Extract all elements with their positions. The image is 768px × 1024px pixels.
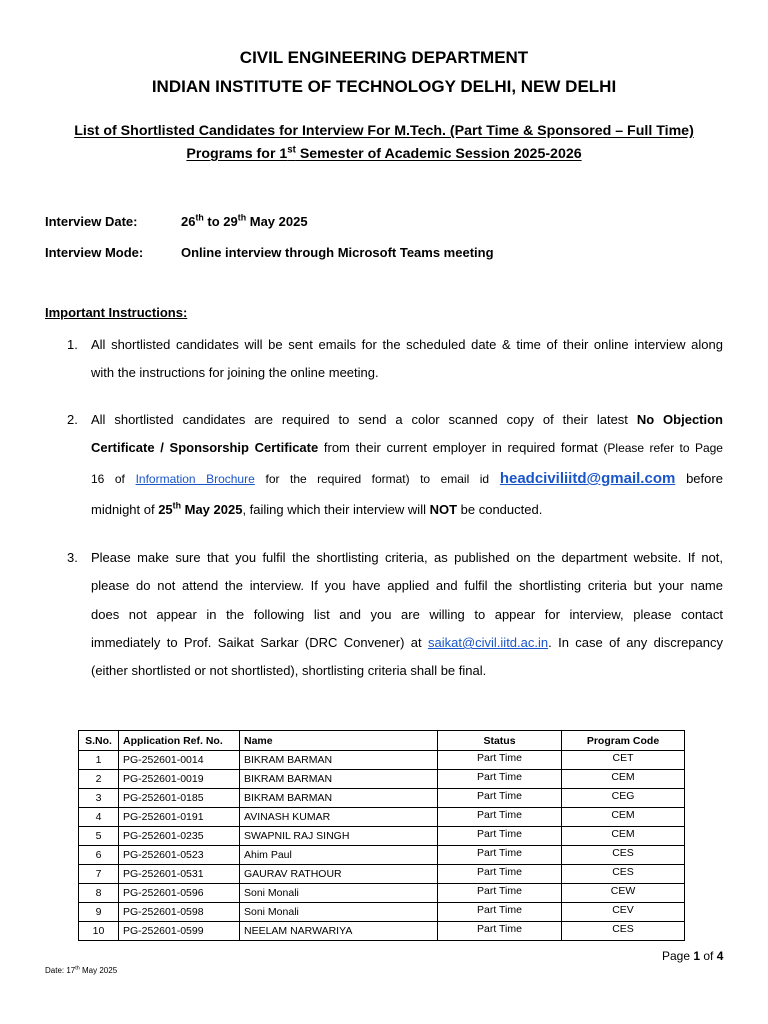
cell-status: Part Time (438, 903, 562, 922)
cell-name: BIKRAM BARMAN (240, 770, 438, 789)
cell-status: Part Time (438, 789, 562, 808)
cell-ref: PG-252601-0523 (119, 846, 240, 865)
page-number: Page 1 of 4 (662, 949, 724, 963)
cell-name: GAURAV RATHOUR (240, 865, 438, 884)
cell-ref: PG-252601-0531 (119, 865, 240, 884)
cell-program: CES (562, 846, 685, 865)
cell-sno: 6 (79, 846, 119, 865)
col-header-ref: Application Ref. No. (119, 731, 240, 751)
cell-program: CES (562, 922, 685, 941)
cell-status: Part Time (438, 922, 562, 941)
interview-mode-value: Online interview through Microsoft Teams meeting (181, 245, 494, 260)
cell-ref: PG-252601-0185 (119, 789, 240, 808)
instruction-2-line4: midnight of 25th May 2025, failing which their interview will NOT be conducted. (91, 500, 543, 517)
cell-sno: 4 (79, 808, 119, 827)
col-header-program: Program Code (562, 731, 685, 751)
table-row (79, 846, 685, 865)
cell-name: BIKRAM BARMAN (240, 751, 438, 770)
instructions-title: Important Instructions: (45, 305, 188, 320)
cell-status: Part Time (438, 751, 562, 770)
col-header-sno: S.No. (79, 731, 119, 751)
information-brochure-link[interactable]: Information Brochure (135, 472, 255, 486)
cell-status: Part Time (438, 770, 562, 789)
cell-ref: PG-252601-0598 (119, 903, 240, 922)
instruction-1-line1: All shortlisted candidates will be sent emails for the scheduled date & time of their online interview along (91, 337, 723, 352)
table-row (79, 922, 685, 941)
cell-name: Soni Monali (240, 903, 438, 922)
table-header-row (79, 731, 685, 751)
instruction-3-line2: please do not attend the interview. If you have applied and fulfil the shortlisting criteria but your name (91, 578, 723, 593)
table-row (79, 884, 685, 903)
cell-status: Part Time (438, 846, 562, 865)
instruction-3-line3: does not appear in the following list and you are willing to appear for interview, please contact (91, 607, 723, 622)
interview-mode-label: Interview Mode: (45, 245, 144, 260)
list-title-line2: Programs for 1st Semester of Academic Session 2025-2026 (186, 144, 582, 162)
instruction-3-line1: Please make sure that you fulfil the shortlisting criteria, as published on the department website. If not, (91, 550, 723, 565)
table-row (79, 751, 685, 770)
cell-name: SWAPNIL RAJ SINGH (240, 827, 438, 846)
cell-ref: PG-252601-0235 (119, 827, 240, 846)
cell-ref: PG-252601-0019 (119, 770, 240, 789)
cell-name: Ahim Paul (240, 846, 438, 865)
cell-sno: 3 (79, 789, 119, 808)
cell-name: BIKRAM BARMAN (240, 789, 438, 808)
instruction-3-line5: (either shortlisted or not shortlisted), shortlisting criteria shall be final. (91, 663, 487, 678)
table-row (79, 903, 685, 922)
table-row (79, 789, 685, 808)
col-header-status: Status (438, 731, 562, 751)
instruction-1-number: 1. (67, 337, 78, 352)
instruction-2-number: 2. (67, 412, 78, 427)
cell-status: Part Time (438, 808, 562, 827)
cell-program: CES (562, 865, 685, 884)
cell-status: Part Time (438, 884, 562, 903)
col-header-name: Name (240, 731, 438, 751)
cell-ref: PG-252601-0191 (119, 808, 240, 827)
cell-sno: 5 (79, 827, 119, 846)
cell-status: Part Time (438, 865, 562, 884)
cell-sno: 1 (79, 751, 119, 770)
instruction-2-line3: 16 of Information Brochure for the required format) to email id headciviliitd@gmail.com before (91, 470, 723, 487)
instruction-1-line2: with the instructions for joining the online meeting. (91, 365, 379, 380)
instruction-3-line4: immediately to Prof. Saikat Sarkar (DRC Convener) at saikat@civil.iitd.ac.in. In case of any discrepancy (91, 635, 723, 650)
interview-date-value: 26th to 29th May 2025 (181, 212, 308, 229)
instruction-3-number: 3. (67, 550, 78, 565)
cell-program: CEM (562, 770, 685, 789)
cell-ref: PG-252601-0014 (119, 751, 240, 770)
institute-title: INDIAN INSTITUTE OF TECHNOLOGY DELHI, NEW DELHI (151, 77, 617, 96)
table-row (79, 827, 685, 846)
head-email-link[interactable]: headciviliitd@gmail.com (499, 470, 676, 487)
cell-program: CET (562, 751, 685, 770)
drc-convener-email-link[interactable]: saikat@civil.iitd.ac.in (427, 635, 549, 650)
cell-name: AVINASH KUMAR (240, 808, 438, 827)
table-row (79, 865, 685, 884)
department-title: CIVIL ENGINEERING DEPARTMENT (239, 48, 529, 67)
shortlist-table (78, 730, 685, 941)
instruction-2-line2: Certificate / Sponsorship Certificate from their current employer in required format (Please refer to Page (91, 440, 723, 455)
cell-sno: 10 (79, 922, 119, 941)
table-row (79, 808, 685, 827)
cell-program: CEM (562, 808, 685, 827)
cell-ref: PG-252601-0596 (119, 884, 240, 903)
cell-program: CEW (562, 884, 685, 903)
cell-name: Soni Monali (240, 884, 438, 903)
cell-ref: PG-252601-0599 (119, 922, 240, 941)
cell-sno: 8 (79, 884, 119, 903)
cell-name: NEELAM NARWARIYA (240, 922, 438, 941)
instruction-2-line1: All shortlisted candidates are required to send a color scanned copy of their latest No Objection (91, 412, 723, 427)
cell-program: CEM (562, 827, 685, 846)
document-date: Date: 17th May 2025 (45, 965, 118, 975)
table-row (79, 770, 685, 789)
cell-program: CEV (562, 903, 685, 922)
list-title-line1: List of Shortlisted Candidates for Interview For M.Tech. (Part Time & Sponsored – Full Time) (74, 123, 694, 139)
cell-sno: 7 (79, 865, 119, 884)
cell-program: CEG (562, 789, 685, 808)
cell-sno: 2 (79, 770, 119, 789)
interview-date-label: Interview Date: (45, 214, 138, 229)
cell-sno: 9 (79, 903, 119, 922)
cell-status: Part Time (438, 827, 562, 846)
